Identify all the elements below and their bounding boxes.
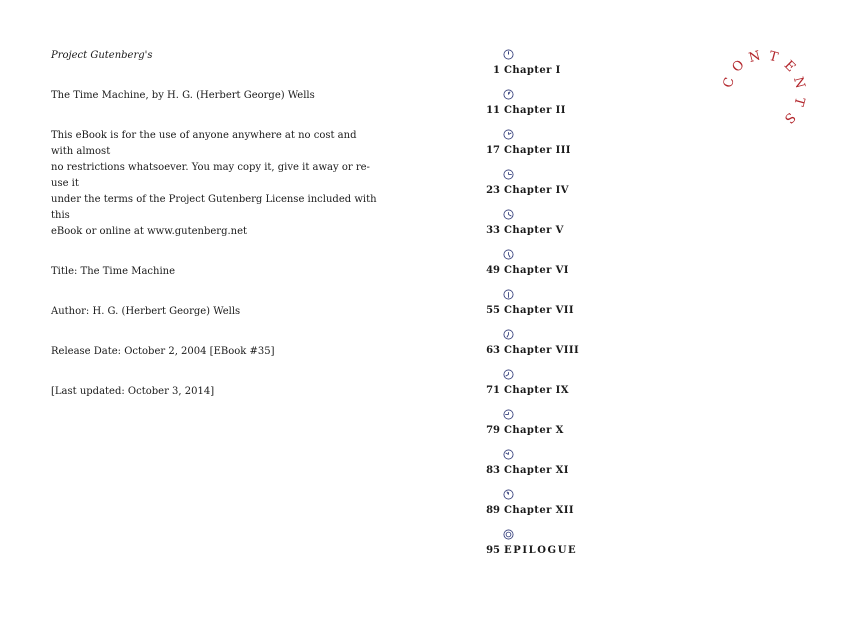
toc-page-number: 17 (486, 145, 500, 156)
toc-entry[interactable] (480, 447, 630, 487)
author-line: Author: H. G. (Herbert George) Wells (51, 306, 241, 317)
contents-letter: S (781, 109, 798, 126)
title-line: Title: The Time Machine (51, 266, 176, 277)
clock-icon (503, 89, 514, 100)
toc-page-number: 1 (493, 65, 500, 76)
toc-page-number: 11 (486, 105, 500, 116)
toc-page-number: 33 (486, 225, 500, 236)
toc-page-number: 95 (486, 545, 500, 556)
toc-page-number: 83 (486, 465, 500, 476)
toc-chapter-label: Chapter X (504, 425, 564, 436)
target-icon (503, 529, 514, 540)
contents-letter: T (767, 48, 780, 66)
table-of-contents (480, 47, 630, 567)
clock-icon (503, 209, 514, 220)
toc-entry[interactable] (480, 487, 630, 527)
clock-icon (503, 49, 514, 60)
toc-page-number: 23 (486, 185, 500, 196)
toc-chapter-label: Chapter I (504, 65, 561, 76)
clock-icon (503, 249, 514, 260)
toc-chapter-label: Chapter II (504, 105, 566, 116)
toc-entry[interactable] (480, 407, 630, 447)
contents-letter: E (780, 57, 799, 76)
clock-icon (503, 169, 514, 180)
toc-chapter-label: Chapter IV (504, 185, 569, 196)
toc-entry[interactable] (480, 527, 630, 567)
clock-icon (503, 129, 514, 140)
toc-page-number: 79 (486, 425, 500, 436)
license-line: eBook or online at www.gutenberg.net (51, 226, 248, 237)
toc-chapter-label: Chapter VIII (504, 345, 580, 356)
contents-letter: C (720, 75, 738, 90)
license-line: This eBook is for the use of anyone anywhere at no cost and with almost (51, 130, 357, 157)
contents-letter: N (790, 75, 808, 91)
toc-entry[interactable] (480, 327, 630, 367)
clock-icon (503, 329, 514, 340)
contents-letter: T (790, 95, 808, 108)
toc-chapter-label: Chapter XI (504, 465, 569, 476)
toc-entry[interactable] (480, 247, 630, 287)
toc-entry[interactable] (480, 367, 630, 407)
toc-entry[interactable] (480, 127, 630, 167)
clock-icon (503, 369, 514, 380)
publisher-line: Project Gutenberg's (51, 50, 153, 61)
toc-chapter-label: Chapter IX (504, 385, 569, 396)
license-paragraph (51, 128, 381, 240)
toc-chapter-label: Chapter XII (504, 505, 574, 516)
toc-entry[interactable] (480, 167, 630, 207)
toc-chapter-label: Chapter VII (504, 305, 574, 316)
toc-chapter-label: Chapter III (504, 145, 571, 156)
toc-entry[interactable] (480, 207, 630, 247)
clock-icon (503, 449, 514, 460)
toc-chapter-label: Chapter VI (504, 265, 569, 276)
license-line: under the terms of the Project Gutenberg License included with this (51, 194, 377, 221)
toc-chapter-label: Chapter V (504, 225, 564, 236)
toc-page-number: 71 (486, 385, 500, 396)
toc-page-number: 89 (486, 505, 500, 516)
contents-letter: O (729, 57, 748, 76)
toc-page-number: 49 (486, 265, 500, 276)
last-updated-line: [Last updated: October 3, 2014] (51, 386, 215, 397)
toc-page-number: 63 (486, 345, 500, 356)
license-line: no restrictions whatsoever. You may copy it, give it away or re-use it (51, 162, 370, 189)
toc-entry[interactable] (480, 47, 630, 87)
toc-entry[interactable] (480, 87, 630, 127)
toc-entry[interactable] (480, 287, 630, 327)
clock-icon (503, 489, 514, 500)
contents-heading (714, 44, 814, 144)
toc-chapter-label: EPILOGUE (504, 545, 578, 556)
book-byline: The Time Machine, by H. G. (Herbert George) Wells (51, 90, 315, 101)
clock-icon (503, 289, 514, 300)
front-matter (51, 48, 381, 424)
release-date-line: Release Date: October 2, 2004 [EBook #35] (51, 346, 275, 357)
toc-page-number: 55 (486, 305, 500, 316)
contents-letter: N (747, 48, 763, 66)
clock-icon (503, 409, 514, 420)
